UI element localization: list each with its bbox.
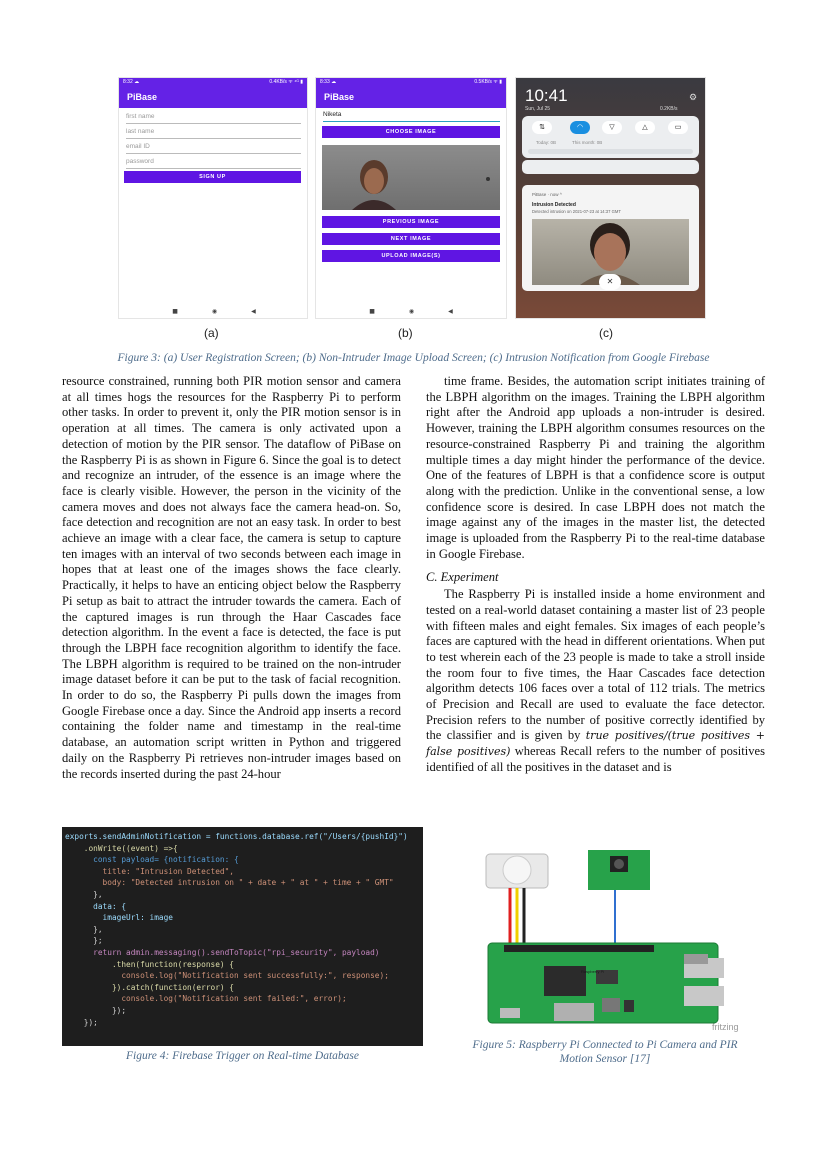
- status-time: 8:32 ☁: [123, 79, 140, 85]
- app-title: PiBase: [119, 87, 307, 108]
- screen-mirror-icon[interactable]: ▭: [668, 121, 688, 134]
- screen-notification: [516, 78, 705, 318]
- status-icons: 0.5KB/s ᯤ ▮: [474, 79, 502, 85]
- recents-icon[interactable]: ■: [172, 307, 178, 315]
- settings-icon[interactable]: ⚙: [689, 92, 698, 102]
- code-line-2: .onWrite((event) =>{: [65, 843, 178, 853]
- close-icon[interactable]: ✕: [599, 274, 621, 290]
- first-name-field[interactable]: first name: [126, 111, 301, 124]
- figure3-caption: Figure 3: (a) User Registration Screen; (b) Non-Intruder Image Upload Screen; (c) Intrusion Notification from Google Firebase: [117, 352, 710, 364]
- data-today: Today: 0B: [536, 140, 557, 145]
- quick-settings: [522, 116, 699, 158]
- home-icon[interactable]: ◉: [408, 307, 415, 315]
- code-line-11: return admin.messaging().sendToTopic("rpi_security", payload): [65, 947, 380, 957]
- sync-icon[interactable]: ⇅: [532, 121, 552, 134]
- right-paragraph-2b: whereas Recall refers to the number of positives identified of all the positives in the dataset and is: [426, 744, 765, 774]
- code-line-5: body: "Detected intrusion on " + date + " at " + time + " GMT": [65, 878, 394, 888]
- section-heading: C. Experiment: [426, 570, 499, 585]
- figure5-caption: [450, 1038, 760, 1066]
- sign-up-button[interactable]: SIGN UP: [124, 171, 301, 183]
- date-text: Sun, Jul 25: [525, 106, 551, 112]
- screen-user-registration: [119, 78, 307, 318]
- code-line-9: },: [65, 924, 103, 934]
- next-image-button[interactable]: NEXT IMAGE: [322, 233, 500, 245]
- password-field[interactable]: password: [126, 156, 301, 169]
- clock: 10:41: [525, 86, 568, 105]
- status-bar: [119, 78, 307, 87]
- data-month: This month: 0B: [572, 140, 603, 145]
- status-bar: [316, 78, 506, 87]
- label-b: (b): [398, 326, 413, 340]
- preview-image: [322, 145, 500, 210]
- code-line-10: };: [65, 936, 103, 946]
- board-label: Raspberry Pi: [581, 969, 605, 974]
- code-line-3: const payload= {notification: {: [65, 855, 239, 865]
- choose-image-button[interactable]: CHOOSE IMAGE: [322, 126, 500, 138]
- home-icon[interactable]: ◉: [211, 307, 218, 315]
- label-a: (a): [204, 326, 219, 340]
- back-icon[interactable]: ◀: [251, 307, 256, 315]
- code-line-16: });: [65, 1005, 127, 1015]
- code-line-15: console.log("Notification sent failed:", error);: [65, 994, 347, 1004]
- notification-body: Detected intrusion on 2021-07-23 at 14:37 GMT: [532, 209, 621, 214]
- right-paragraph-2a: The Raspberry Pi is installed inside a home environment and tested on a real-world dataset containing a master list of 23 people with fifteen males and eight females. Six images of each people’s faces are captured with the head in different orientations. When put to test wherein each of the 23 people is made to take a stroll inside the room four to five times, the Haar Cascades face detection algorithm detects 106 faces over a total of 112 trials. The metrics of Precision and Recall are used to evaluate the face detector. Precision refers to the number of positive correctly identified by the classifier and is given by: [426, 587, 765, 743]
- notification-app: PiBase · now ^: [532, 192, 562, 197]
- nav-bar-b: [316, 305, 506, 317]
- code-line-4: title: "Intrusion Detected",: [65, 866, 234, 876]
- app-title: PiBase: [316, 87, 506, 108]
- figure5-caption-line1: Figure 5: Raspberry Pi Connected to Pi Camera and PIR: [472, 1039, 738, 1051]
- notification-title: Intrusion Detected: [532, 202, 576, 208]
- right-column-text: [426, 374, 765, 776]
- code-line-7: data: {: [65, 901, 127, 911]
- figure5-caption-line2: Motion Sensor [17]: [559, 1053, 651, 1065]
- code-line-6: },: [65, 889, 103, 899]
- last-name-field[interactable]: last name: [126, 126, 301, 139]
- screen-image-upload: [316, 78, 506, 318]
- code-line-14: }).catch(function(error) {: [65, 982, 234, 992]
- code-line-12: .then(function(response) {: [65, 959, 234, 969]
- email-field[interactable]: email ID: [126, 141, 301, 154]
- left-paragraph: resource constrained, running both PIR motion sensor and camera at all times hogs the resources for the Raspberry Pi to perform other tasks. In order to prevent it, only the PIR motion sensor is in operation at all times. The camera is only activated upon a detection of motion by the PIR sensor. The dataflow of PiBase on the Raspberry Pi is as shown in Figure 6. Since the goal is to detect and recognize an intruder, of the essence is an image where the face is clearly visible. However, the person in the vicinity of the camera moves and does not always face the camera head-on. So, face detection and recognition are not an easy task. In order to best achieve an image with a clear face, the camera is setup to capture ten images with an interval of two seconds between each image in hopes that at least one of the images shows the face clearly. Practically, it helps to have an enticing object below the Raspberry Pi setup as bait to attract the intruder towards the camera. Each of the captured images is run through the Haar Cascades face detection algorithm. In the event a face is detected, the face is put through the LBPH face recognition algorithm to identify the face. The LBPH algorithm is required to be trained on the non-intruder image dataset before it can be put to the task of facial recognition. In order to do so, the Raspberry Pi pulls down the images from Google Firebase once a day. Since the Android app inserts a record containing the folder name and timestamp in the real-time database, an automation script written in Python and triggered daily on the Raspberry Pi retrieves non-intruder images based on the records inserted during the past 24-hour: [62, 374, 401, 781]
- back-icon[interactable]: ◀: [448, 307, 453, 315]
- code-line-1: exports.sendAdminNotification = functions.database.ref("/Users/{pushId}"): [65, 832, 408, 841]
- raspberry-pi-wiring-diagram: [484, 848, 744, 1034]
- code-line-8: imageUrl: image: [65, 913, 173, 923]
- brightness-bar[interactable]: [522, 160, 699, 174]
- previous-image-button[interactable]: PREVIOUS IMAGE: [322, 216, 500, 228]
- code-line-13: console.log("Notification sent successfully:", response);: [65, 971, 389, 981]
- code-snippet: [62, 827, 423, 1046]
- wifi-icon[interactable]: ◠: [570, 121, 590, 134]
- fritzing-watermark: fritzing: [712, 1022, 739, 1032]
- name-input[interactable]: Niketa: [323, 109, 500, 122]
- code-line-17: });: [65, 1017, 98, 1027]
- brightness-slider[interactable]: [528, 149, 693, 154]
- net-speed: 0.2KB/s: [660, 106, 678, 112]
- bell-icon[interactable]: △: [635, 121, 655, 134]
- upload-images-button[interactable]: UPLOAD IMAGE(S): [322, 250, 500, 262]
- recents-icon[interactable]: ■: [369, 307, 375, 315]
- status-time: 8:33 ☁: [320, 79, 337, 85]
- flashlight-icon[interactable]: ▽: [602, 121, 622, 134]
- figure4-caption: Figure 4: Firebase Trigger on Real-time Database: [126, 1050, 359, 1062]
- status-icons: 0.4KB/s ᯤ ⁴ᴳ ▮: [269, 79, 303, 85]
- right-paragraph-1: time frame. Besides, the automation script initiates training of the LBPH algorithm on the images. Training the LBPH algorithm right after the Android app uploads a non-intruder is desired. However, training the LBPH algorithm consumes resources on the resource-constrained Raspberry Pi and training the algorithm multiple times a day might hinder the performance of the device. One of the features of LBPH is that a confidence score is output along with the prediction. Unlike in the conventional sense, a low confidence score is desired. In case LBPH does not match the image against any of the images in the master list, the detected image is uploaded from the Raspberry Pi to the real-time database in Google Firebase.: [426, 374, 765, 561]
- precision-formula: true positives/(true positives + false positives): [426, 729, 765, 759]
- label-c: (c): [599, 326, 613, 340]
- nav-bar-a: [119, 305, 309, 317]
- left-column-text: [62, 374, 401, 782]
